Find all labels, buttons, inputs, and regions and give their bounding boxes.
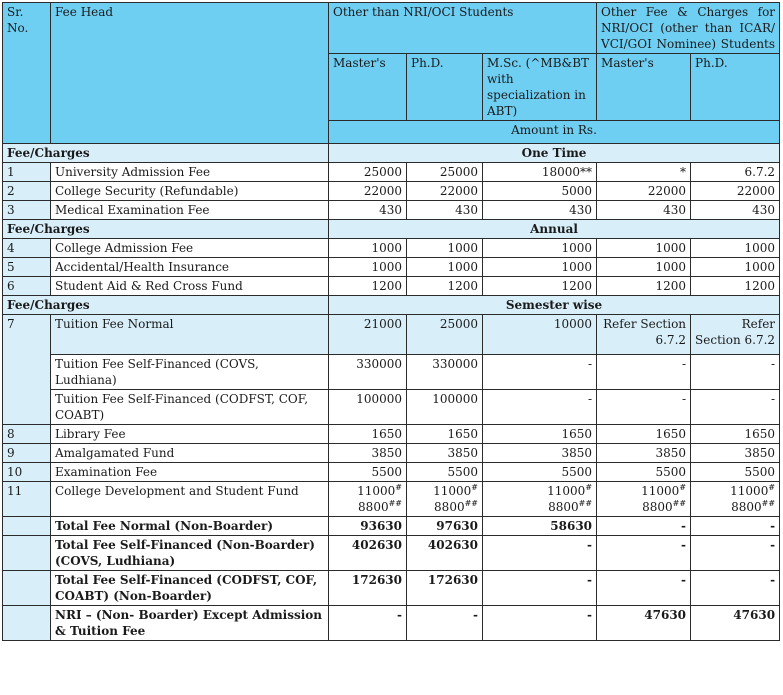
- cell-msc: 3850: [483, 444, 597, 463]
- amount-line-2: 8800: [731, 500, 762, 514]
- cell-msc: 5500: [483, 463, 597, 482]
- cell-masters: 1000: [329, 258, 407, 277]
- cell-nri-masters: [597, 482, 691, 517]
- cell-phd: 3850: [407, 444, 483, 463]
- cell-fee-head: Medical Examination Fee: [51, 201, 329, 220]
- cell-sr: 1: [3, 163, 51, 182]
- table-row: [3, 355, 780, 390]
- cell-msc: 10000: [483, 315, 597, 355]
- amount-line-1: 11000: [641, 484, 680, 498]
- cell-phd: 402630: [407, 536, 483, 571]
- cell-phd: 5500: [407, 463, 483, 482]
- total-row: [3, 606, 780, 641]
- footnote-mark: ##: [672, 499, 687, 508]
- section-label: Fee/Charges: [3, 144, 329, 163]
- table-row: [3, 390, 780, 425]
- cell-masters: [329, 482, 407, 517]
- header-col-nri-phd: Ph.D.: [691, 54, 780, 121]
- cell-phd: 1200: [407, 277, 483, 296]
- cell-fee-head: Tuition Fee Self-Financed (COVS, Ludhiana): [51, 355, 329, 390]
- amount-line-1: 11000: [547, 484, 586, 498]
- cell-nri-masters: 22000: [597, 182, 691, 201]
- cell-nri-phd: 1000: [691, 258, 780, 277]
- section-label: Fee/Charges: [3, 220, 329, 239]
- table-row: [3, 277, 780, 296]
- cell-msc: [483, 482, 597, 517]
- cell-nri-phd: 5500: [691, 463, 780, 482]
- total-row: [3, 536, 780, 571]
- cell-nri-masters: 1000: [597, 258, 691, 277]
- cell-masters: 21000: [329, 315, 407, 355]
- cell-nri-phd: 1200: [691, 277, 780, 296]
- cell-nri-phd: 430: [691, 201, 780, 220]
- cell-nri-masters: -: [597, 355, 691, 390]
- cell-phd: 25000: [407, 163, 483, 182]
- amount-line-1: 11000: [730, 484, 769, 498]
- cell-phd: 172630: [407, 571, 483, 606]
- section-period: One Time: [329, 144, 780, 163]
- section-row-one-time: [3, 144, 780, 163]
- cell-nri-phd: -: [691, 517, 780, 536]
- cell-masters: 1200: [329, 277, 407, 296]
- cell-fee-head: Tuition Fee Self-Financed (CODFST, COF, COABT): [51, 390, 329, 425]
- cell-msc: 1000: [483, 258, 597, 277]
- cell-nri-phd: -: [691, 571, 780, 606]
- cell-fee-head: Total Fee Self-Financed (CODFST, COF, COABT) (Non-Boarder): [51, 571, 329, 606]
- cell-nri-masters: -: [597, 390, 691, 425]
- fee-table: [2, 2, 780, 641]
- table-row: [3, 163, 780, 182]
- cell-phd: -: [407, 606, 483, 641]
- cell-fee-head: Tuition Fee Normal: [51, 315, 329, 355]
- amount-line-2: 8800: [548, 500, 579, 514]
- cell-fee-head: College Security (Refundable): [51, 182, 329, 201]
- cell-phd: 1650: [407, 425, 483, 444]
- cell-masters: 100000: [329, 390, 407, 425]
- cell-fee-head: Library Fee: [51, 425, 329, 444]
- cell-msc: -: [483, 536, 597, 571]
- cell-msc: -: [483, 606, 597, 641]
- cell-fee-head: Student Aid & Red Cross Fund: [51, 277, 329, 296]
- footnote-mark: #: [679, 483, 687, 492]
- cell-masters: 172630: [329, 571, 407, 606]
- cell-fee-head: Amalgamated Fund: [51, 444, 329, 463]
- footnote-mark: #: [471, 483, 478, 492]
- cell-nri-masters: -: [597, 517, 691, 536]
- cell-sr: 3: [3, 201, 51, 220]
- cell-nri-phd: -: [691, 390, 780, 425]
- cell-msc: 430: [483, 201, 597, 220]
- header-sr-no: Sr. No.: [3, 3, 51, 144]
- total-row: [3, 571, 780, 606]
- cell-phd: 25000: [407, 315, 483, 355]
- cell-msc: -: [483, 571, 597, 606]
- table-row: [3, 201, 780, 220]
- footnote-mark: #: [395, 483, 402, 492]
- cell-nri-masters: 5500: [597, 463, 691, 482]
- table-row: [3, 425, 780, 444]
- cell-masters: 25000: [329, 163, 407, 182]
- cell-msc: 58630: [483, 517, 597, 536]
- table-row: [3, 182, 780, 201]
- cell-msc: 1000: [483, 239, 597, 258]
- cell-sr-empty: [3, 571, 51, 606]
- section-period: Annual: [329, 220, 780, 239]
- cell-masters: 93630: [329, 517, 407, 536]
- footnote-mark: ##: [761, 499, 776, 508]
- cell-msc: 18000**: [483, 163, 597, 182]
- cell-phd: 330000: [407, 355, 483, 390]
- cell-phd: [407, 482, 483, 517]
- header-col-phd: Ph.D.: [407, 54, 483, 121]
- cell-phd: 1000: [407, 258, 483, 277]
- cell-fee-head: Total Fee Normal (Non-Boarder): [51, 517, 329, 536]
- header-fee-head: Fee Head: [51, 3, 329, 144]
- cell-nri-masters: -: [597, 536, 691, 571]
- section-period: Semester wise: [329, 296, 780, 315]
- cell-sr: 9: [3, 444, 51, 463]
- cell-sr-empty: [3, 536, 51, 571]
- cell-fee-head: College Admission Fee: [51, 239, 329, 258]
- cell-fee-head: College Development and Student Fund: [51, 482, 329, 517]
- cell-nri-phd: 47630: [691, 606, 780, 641]
- header-row-groups: [3, 3, 780, 54]
- cell-nri-phd: -: [691, 536, 780, 571]
- amount-line-2: 8800: [434, 500, 465, 514]
- cell-sr: 5: [3, 258, 51, 277]
- cell-msc: 5000: [483, 182, 597, 201]
- cell-nri-phd: [691, 482, 780, 517]
- cell-masters: 1650: [329, 425, 407, 444]
- cell-nri-phd: 1000: [691, 239, 780, 258]
- cell-sr: 11: [3, 482, 51, 517]
- table-row: [3, 258, 780, 277]
- cell-nri-masters: 1200: [597, 277, 691, 296]
- cell-msc: 1200: [483, 277, 597, 296]
- amount-line-2: 8800: [358, 500, 389, 514]
- cell-fee-head: Total Fee Self-Financed (Non-Boarder) (COVS, Ludhiana): [51, 536, 329, 571]
- cell-nri-phd: 3850: [691, 444, 780, 463]
- section-label: Fee/Charges: [3, 296, 329, 315]
- cell-masters: 430: [329, 201, 407, 220]
- cell-nri-phd: 6.7.2: [691, 163, 780, 182]
- cell-sr: 2: [3, 182, 51, 201]
- amount-line-2: 8800: [642, 500, 673, 514]
- section-row-annual: [3, 220, 780, 239]
- cell-nri-masters: 1650: [597, 425, 691, 444]
- cell-nri-phd: 1650: [691, 425, 780, 444]
- cell-msc: -: [483, 390, 597, 425]
- footnote-mark: #: [768, 483, 776, 492]
- cell-msc: 1650: [483, 425, 597, 444]
- cell-masters: 1000: [329, 239, 407, 258]
- cell-nri-phd: Refer Section 6.7.2: [691, 315, 780, 355]
- footnote-mark: ##: [464, 499, 478, 508]
- table-row: [3, 444, 780, 463]
- cell-phd: 97630: [407, 517, 483, 536]
- cell-nri-masters: -: [597, 571, 691, 606]
- cell-sr: 7: [3, 315, 51, 425]
- cell-masters: 22000: [329, 182, 407, 201]
- header-amount-label: Amount in Rs.: [329, 121, 780, 144]
- header-group-indian: Other than NRI/OCI Students: [329, 3, 597, 54]
- footnote-mark: ##: [388, 499, 402, 508]
- cell-masters: 3850: [329, 444, 407, 463]
- header-col-masters: Master's: [329, 54, 407, 121]
- cell-phd: 22000: [407, 182, 483, 201]
- cell-masters: 330000: [329, 355, 407, 390]
- cell-nri-masters: 47630: [597, 606, 691, 641]
- cell-masters: 402630: [329, 536, 407, 571]
- amount-line-1: 11000: [357, 484, 396, 498]
- cell-masters: 5500: [329, 463, 407, 482]
- cell-sr-empty: [3, 606, 51, 641]
- cell-masters: -: [329, 606, 407, 641]
- cell-phd: 1000: [407, 239, 483, 258]
- cell-sr: 6: [3, 277, 51, 296]
- cell-phd: 430: [407, 201, 483, 220]
- header-col-nri-masters: Master's: [597, 54, 691, 121]
- cell-nri-masters: *: [597, 163, 691, 182]
- cell-fee-head: NRI – (Non- Boarder) Except Admission & Tuition Fee: [51, 606, 329, 641]
- header-group-nri: Other Fee & Charges for NRI/OCI (other than ICAR/ VCI/GOI Nominee) Students: [597, 3, 780, 54]
- section-row-semester: [3, 296, 780, 315]
- cell-fee-head: Accidental/Health Insurance: [51, 258, 329, 277]
- cell-fee-head: University Admission Fee: [51, 163, 329, 182]
- footnote-mark: #: [585, 483, 593, 492]
- cell-nri-masters: 1000: [597, 239, 691, 258]
- table-row: [3, 315, 780, 355]
- cell-phd: 100000: [407, 390, 483, 425]
- amount-line-1: 11000: [433, 484, 472, 498]
- total-row: [3, 517, 780, 536]
- cell-nri-phd: 22000: [691, 182, 780, 201]
- table-row: [3, 482, 780, 517]
- cell-nri-phd: -: [691, 355, 780, 390]
- cell-nri-masters: Refer Section 6.7.2: [597, 315, 691, 355]
- cell-sr: 8: [3, 425, 51, 444]
- cell-nri-masters: 430: [597, 201, 691, 220]
- table-row: [3, 239, 780, 258]
- cell-fee-head: Examination Fee: [51, 463, 329, 482]
- cell-sr-empty: [3, 517, 51, 536]
- cell-sr: 10: [3, 463, 51, 482]
- cell-sr: 4: [3, 239, 51, 258]
- cell-nri-masters: 3850: [597, 444, 691, 463]
- footnote-mark: ##: [578, 499, 593, 508]
- header-col-msc: M.Sc. (^MB&BT with specialization in ABT): [483, 54, 597, 121]
- cell-msc: -: [483, 355, 597, 390]
- table-row: [3, 463, 780, 482]
